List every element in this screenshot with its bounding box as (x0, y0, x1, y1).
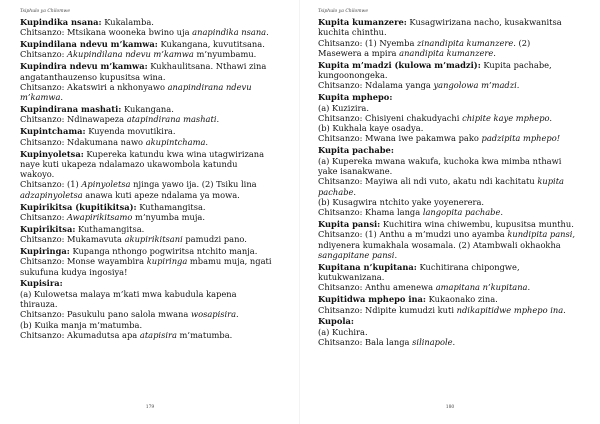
entry-example: silinapole. (412, 337, 456, 348)
running-head-right: Tsiphulo ya Chilomwe (318, 9, 369, 14)
entry-example: atapindirana mashati. (126, 114, 220, 125)
dictionary-entry (20, 149, 274, 200)
entry-usage-line (20, 179, 274, 200)
entry-headword: Kupindika nsana: (20, 17, 102, 27)
entry-text: Chitsanzo: Mtsikana wooneka bwino uja (20, 27, 193, 38)
dictionary-entry (20, 17, 274, 38)
entry-text: Kukalamba. (101, 17, 154, 27)
entry-example: kupita pachabe. (318, 176, 564, 197)
entry-definition (20, 224, 274, 234)
entry-headword: Kupita pachabe: (318, 145, 394, 156)
entry-text: Kuthamangitsa. (75, 223, 145, 234)
entry-text: Chitsanzo: (1) Anthu a m’mudzi uno ayamba (318, 229, 508, 240)
entry-headword: Kupita m’madzi (kulowa m’madzi): (318, 59, 481, 70)
entry-example: kupiringa (146, 256, 188, 267)
entry-text: Chitsanzo: Akumadutsa apa (20, 329, 140, 340)
entry-text: Chitsanzo: Bala langa (318, 337, 413, 348)
dictionary-entry (20, 126, 274, 147)
entry-usage-line (318, 156, 576, 177)
entry-text: (b) Kusagwira ntchito yake yoyenerera. (318, 196, 485, 207)
entry-text: m’nyumbamu. (193, 49, 257, 60)
entry-text: pamudzi pano. (182, 234, 247, 245)
entry-text: Chitsanzo: (1) Nyemba (318, 37, 418, 48)
entry-headword: Kupirikitsa (kupitikitsa): (20, 201, 137, 212)
entry-text: Chitsanzo: Ndakumana nawo (20, 136, 146, 147)
entry-usage-line (318, 176, 576, 197)
dictionary-entry (20, 278, 274, 340)
entry-text: Chitsanzo: Mayiwa ali ndi vuto, akatu ndi kachitatu (318, 176, 538, 187)
entry-usage-line (318, 38, 576, 59)
dictionary-entry (20, 224, 274, 245)
entry-usage-line (318, 282, 576, 292)
entry-text: Kuchitirana chipongwe, kutukwanizana. (318, 261, 520, 283)
entry-usage-line (20, 82, 274, 103)
entry-definition (20, 278, 274, 288)
entry-example: wosapisira. (190, 309, 239, 320)
entry-usage-line (20, 49, 274, 59)
entry-example: ndikapitidwe mphepo ina. (456, 304, 566, 315)
entry-text: Chitsanzo: Akatswiri a nkhonyawo (20, 81, 168, 92)
dictionary-entry (318, 262, 576, 293)
entry-definition (20, 17, 274, 27)
entry-usage-line (20, 234, 274, 244)
entry-example: adzapinyoletsa (20, 189, 83, 200)
entry-usage-line (318, 113, 576, 123)
entry-text: (a) Kuchira. (318, 326, 368, 337)
dictionary-entry (20, 246, 274, 277)
entry-headword: Kupitana n’kupitana: (318, 261, 417, 272)
entry-definition (20, 202, 274, 212)
entry-definition (20, 126, 274, 136)
entry-text: ndiyenera kumakhala wosamala. (2) Atambwali okhaokha (318, 239, 561, 250)
entry-usage-line (20, 114, 274, 124)
entry-text: Kukhaulitsana. Nthawi zina angatanthauzenso kupusitsa wina. (20, 61, 267, 82)
entry-definition (20, 104, 274, 114)
entry-definition (318, 294, 576, 304)
entry-text: Chitsanzo: Anthu amenewa (318, 282, 436, 293)
entry-text: (b) Kukhala kaye osadya. (318, 123, 424, 134)
entry-usage-line (20, 212, 274, 222)
entry-text: m’matumba. (176, 329, 233, 340)
entry-text: (a) Kulowetsa malaya m’kati mwa kabudula kapena thirauza. (20, 288, 237, 310)
entry-headword: Kupindira ndevu m’kamwa: (20, 61, 148, 72)
entry-text: (2) Masewera a mpira (318, 37, 531, 58)
dictionary-entry (318, 60, 576, 91)
entry-example: akupintchama. (145, 136, 209, 147)
entry-definition (20, 61, 274, 82)
entry-usage-line (318, 229, 576, 260)
entry-example: anapindika nsana. (192, 27, 269, 38)
dictionary-entry (20, 104, 274, 125)
entry-example: kundipita pansi, (507, 229, 576, 240)
entry-text: m’nyumba muja. (132, 211, 206, 222)
entry-text: Chitsanzo: Ndipite kumudzi kuti (318, 304, 457, 315)
entry-definition (318, 145, 576, 155)
entry-example: atapisira (139, 329, 177, 340)
entry-headword: Kupindilana ndevu m’kamwa: (20, 39, 158, 50)
entry-text: Kusagwirizana nacho, kusakwanitsa kuchita chinthu. (318, 17, 562, 38)
entry-example: akupirikitsani (124, 234, 183, 245)
entry-headword: Kupita mphepo: (318, 92, 393, 103)
entry-usage-line (318, 103, 576, 113)
entry-usage-line (20, 137, 274, 147)
entry-text: njinga yawo ija. (2) Tsiku lina (130, 179, 257, 190)
entry-text: Chitsanzo: Mwana iwe pakamwa pako (318, 133, 482, 144)
entry-usage-line (20, 320, 274, 330)
page-number-left: 179 (145, 405, 155, 410)
right-page-entries (318, 17, 576, 347)
entry-text: mbamu muja, ngati sukufuna kudya ingosiya! (20, 256, 272, 277)
running-head-left: Tsiphulo ya Chilomwe (20, 9, 71, 14)
entry-text: Chitsanzo: Chisiyeni chakudyachi (318, 112, 463, 123)
entry-usage-line (20, 256, 274, 277)
entry-headword: Kupita pansi: (318, 219, 381, 230)
dictionary-entry (20, 202, 274, 223)
entry-headword: Kupindirana mashati: (20, 104, 122, 115)
entry-usage-line (20, 309, 274, 319)
entry-usage-line (20, 330, 274, 340)
entry-definition (318, 92, 576, 102)
entry-definition (318, 262, 576, 283)
entry-text: Kupita pachabe, kungoonongeka. (318, 59, 552, 81)
entry-usage-line (318, 305, 576, 315)
entry-usage-line (318, 123, 576, 133)
entry-text: anawa kuti apeze ndalama ya mowa. (82, 189, 240, 200)
entry-text: Chitsanzo: (1) (20, 179, 82, 190)
entry-usage-line (20, 27, 274, 37)
page-number-right: 180 (445, 405, 455, 410)
entry-headword: Kupintchama: (20, 126, 86, 137)
entry-example: sangapitane pansi. (318, 249, 398, 260)
entry-definition (20, 246, 274, 256)
entry-text: Chitsanzo: Ndalama yanga (318, 80, 434, 91)
entry-example: zinandipita kumanzere. (417, 37, 516, 48)
dictionary-entry (318, 17, 576, 58)
entry-usage-line (20, 289, 274, 310)
entry-text: (a) Kuzizira. (318, 102, 370, 113)
dictionary-entry (20, 39, 274, 60)
entry-text: (b) Kuika manja m’matumba. (20, 319, 143, 330)
dictionary-entry (318, 294, 576, 315)
entry-text: Kuyenda movutikira. (85, 126, 176, 137)
dictionary-entry (318, 316, 576, 347)
entry-text: Kukaonako zina. (425, 294, 498, 305)
entry-text: Chitsanzo: Khama langa (318, 207, 423, 218)
right-page (300, 0, 600, 424)
entry-text: Chitsanzo: (20, 49, 68, 60)
entry-headword: Kupola: (318, 316, 354, 327)
entry-usage-line (318, 337, 576, 347)
entry-text: Chitsanzo: Pasukulu pano salola mwana (20, 309, 191, 320)
entry-definition (318, 219, 576, 229)
entry-example: yangolowa m’madzi. (433, 80, 520, 91)
entry-example: Apinyoletsa (81, 179, 131, 190)
left-page-entries (20, 17, 274, 340)
entry-definition (318, 316, 576, 326)
entry-text: Chitsanzo: Monse wayambira (20, 256, 147, 267)
entry-example: anandipita kumanzere. (399, 47, 496, 58)
entry-headword: Kupisira: (20, 278, 63, 289)
entry-definition (318, 60, 576, 81)
entry-example: amapitana n’kupitana. (435, 282, 531, 293)
entry-text: Kuthamangitsa. (136, 201, 206, 212)
entry-headword: Kupita kumanzere: (318, 17, 407, 27)
entry-example: Awapirikitsamo (67, 211, 133, 222)
entry-text: Kukangana, kuvutitsana. (157, 39, 265, 50)
entry-usage-line (318, 197, 576, 207)
entry-text: Kupereka katundu kwa wina utagwirizana naye kuti ukapeza ndalamazo ukawombola katundu wakoyo. (20, 148, 265, 180)
entry-headword: Kupitidwa mphepo ina: (318, 294, 426, 305)
entry-text: Kukangana. (121, 104, 174, 115)
entry-headword: Kupiringa: (20, 245, 70, 256)
dictionary-entry (20, 61, 274, 102)
entry-definition (318, 17, 576, 38)
entry-text: Kuchitira wina chiwembu, kupusitsa munthu. (380, 219, 574, 230)
entry-usage-line (318, 80, 576, 90)
entry-usage-line (318, 133, 576, 143)
entry-example: Akupindilana ndevu m’kamwa (67, 49, 194, 60)
entry-example: langopita pachabe. (422, 207, 503, 218)
entry-text: Chitsanzo: (20, 211, 68, 222)
entry-text: Kupanga nthongo pogwiritsa ntchito manja. (69, 245, 258, 256)
entry-text: Chitsanzo: Mukamavuta (20, 234, 125, 245)
entry-example: chipite kaye mphepo. (462, 112, 552, 123)
entry-usage-line (318, 327, 576, 337)
entry-text: (a) Kupereka mwana wakufa, kuchoka kwa mimba nthawi yake isanakwane. (318, 155, 562, 176)
entry-usage-line (318, 207, 576, 217)
entry-definition (20, 39, 274, 49)
entry-headword: Kupinyoletsa: (20, 148, 84, 159)
dictionary-entry (318, 145, 576, 217)
entry-headword: Kupirikitsa: (20, 223, 76, 234)
dictionary-entry (318, 219, 576, 260)
dictionary-entry (318, 92, 576, 143)
entry-text: Chitsanzo: Ndinawapeza (20, 114, 127, 125)
entry-example: padzipita mphepo! (481, 133, 561, 144)
entry-example: anapindirana ndevu m’kamwa. (20, 81, 252, 103)
entry-definition (20, 149, 274, 180)
